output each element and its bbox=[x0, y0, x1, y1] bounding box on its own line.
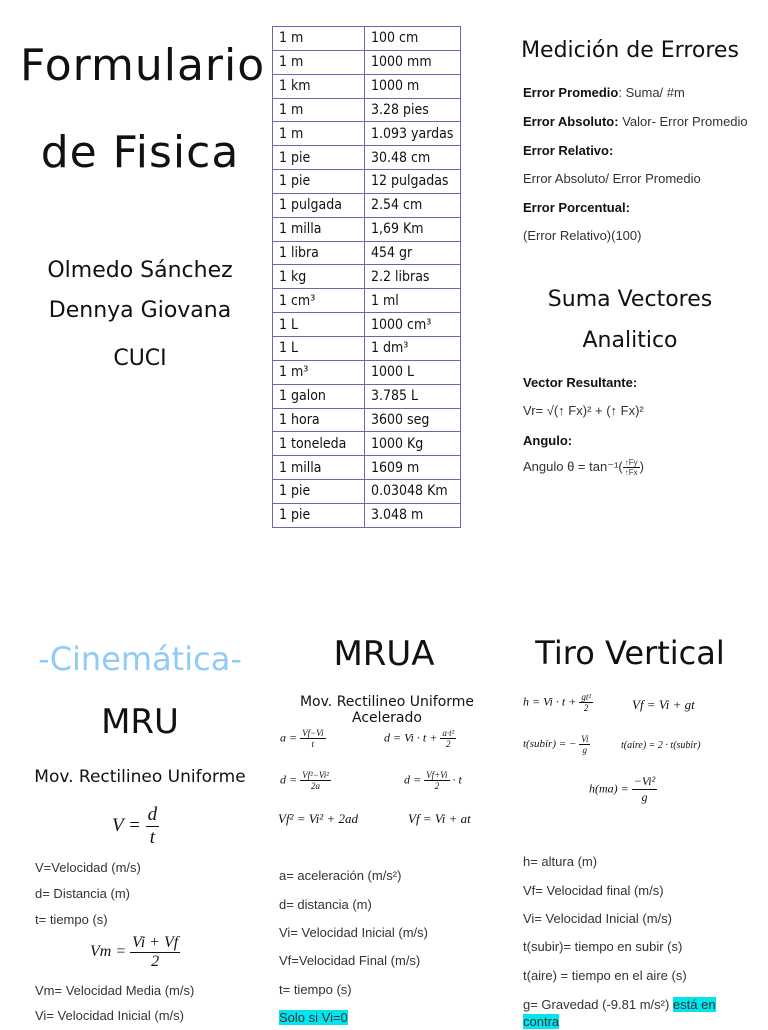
mrua-f3-lhs: d = bbox=[280, 772, 298, 787]
table-row bbox=[273, 384, 461, 408]
table-row bbox=[273, 241, 461, 265]
mrua-f5: Vf² = Vi² + 2ad bbox=[278, 811, 358, 826]
table-row bbox=[273, 408, 461, 432]
error-absoluto bbox=[523, 114, 748, 129]
unit-cell: 1 pie bbox=[273, 503, 365, 527]
angulo-suffix: ) bbox=[639, 458, 644, 474]
mrua-def-1: a= aceleración (m/s²) bbox=[279, 868, 402, 883]
error-relativo-text: Error Absoluto/ Error Promedio bbox=[523, 171, 701, 186]
equivalence-cell: 1 dm³ bbox=[365, 336, 461, 360]
mru-title: MRU bbox=[101, 702, 179, 742]
errores-title: Medición de Errores bbox=[521, 38, 739, 63]
unit-cell: 1 milla bbox=[273, 456, 365, 480]
equivalence-cell: 3600 seg bbox=[365, 408, 461, 432]
mrua-def-3: Vi= Velocidad Inicial (m/s) bbox=[279, 925, 428, 940]
table-row bbox=[273, 170, 461, 194]
angulo-den: ↑Fx bbox=[624, 468, 638, 477]
tiro-f5-fraction bbox=[632, 774, 657, 805]
mrua-def-5: t= tiempo (s) bbox=[279, 982, 352, 997]
tiro-f5-den: g bbox=[641, 790, 648, 804]
error-promedio bbox=[523, 85, 685, 100]
author-line-1: Olmedo Sánchez bbox=[47, 258, 233, 283]
unit-cell: 1 pie bbox=[273, 480, 365, 504]
unit-cell: 1 m bbox=[273, 27, 365, 51]
equivalence-cell: 1000 Kg bbox=[365, 432, 461, 456]
mrua-f4-den: 2 bbox=[434, 781, 440, 791]
table-row bbox=[273, 146, 461, 170]
mrua-f4 bbox=[404, 770, 462, 791]
tiro-def-3: Vi= Velocidad Inicial (m/s) bbox=[523, 911, 672, 926]
angulo-label: Angulo: bbox=[523, 433, 573, 448]
mru-subtitle: Mov. Rectilineo Uniforme bbox=[34, 767, 246, 787]
tiro-f5 bbox=[589, 774, 657, 805]
table-row bbox=[273, 27, 461, 51]
tiro-f4: t(aire) = 2 · t(subir) bbox=[621, 740, 701, 751]
equivalence-cell: 1000 mm bbox=[365, 50, 461, 74]
mrua-note bbox=[279, 1010, 348, 1025]
mrua-f3-fraction bbox=[300, 770, 331, 791]
tiro-def-6 bbox=[523, 996, 733, 1030]
vm-lhs: Vm = bbox=[90, 943, 127, 961]
equivalence-cell: 3.048 m bbox=[365, 503, 461, 527]
unit-cell: 1 pie bbox=[273, 170, 365, 194]
mrua-f1-den: t bbox=[311, 739, 315, 749]
error-promedio-label: Error Promedio bbox=[523, 85, 619, 100]
table-row bbox=[273, 313, 461, 337]
tiro-f3-den: g bbox=[582, 745, 588, 755]
vector-resultante-label: Vector Resultante: bbox=[523, 375, 638, 390]
conversion-table bbox=[272, 26, 461, 528]
tiro-f3 bbox=[523, 734, 590, 755]
tiro-def-6-highlight: está en contra bbox=[523, 997, 716, 1029]
tiro-def-2: Vf= Velocidad final (m/s) bbox=[523, 883, 664, 898]
mrua-f4-num: Vf+Vi bbox=[426, 770, 448, 780]
error-absoluto-label: Error Absoluto: bbox=[523, 114, 619, 129]
angulo-fraction bbox=[623, 458, 640, 477]
unit-cell: 1 hora bbox=[273, 408, 365, 432]
v-formula bbox=[112, 804, 159, 849]
title-line-1: Formulario bbox=[20, 40, 266, 91]
angulo-prefix: Angulo θ = tan⁻¹( bbox=[523, 458, 623, 474]
table-row bbox=[273, 360, 461, 384]
unit-cell: 1 L bbox=[273, 336, 365, 360]
table-row bbox=[273, 217, 461, 241]
tiro-f3-fraction bbox=[579, 734, 590, 755]
table-row bbox=[273, 74, 461, 98]
error-porcentual-label: Error Porcentual: bbox=[523, 200, 630, 215]
equivalence-cell: 1000 cm³ bbox=[365, 313, 461, 337]
mrua-f4-fraction bbox=[424, 770, 449, 791]
vectores-title-1: Suma Vectores bbox=[547, 287, 713, 312]
mrua-f3-num: Vf²−Vi² bbox=[302, 770, 329, 780]
mru-def-5: Vi= Velocidad Inicial (m/s) bbox=[35, 1008, 184, 1023]
author-line-3: CUCI bbox=[113, 346, 167, 371]
unit-cell: 1 kg bbox=[273, 265, 365, 289]
v-fraction bbox=[146, 804, 160, 849]
table-row bbox=[273, 456, 461, 480]
mru-def-4: Vm= Velocidad Media (m/s) bbox=[35, 983, 195, 998]
mrua-f2-lhs: d = Vi · t + bbox=[384, 730, 438, 745]
unit-cell: 1 pulgada bbox=[273, 193, 365, 217]
equivalence-cell: 2.2 libras bbox=[365, 265, 461, 289]
tiro-f1-fraction bbox=[579, 692, 593, 713]
equivalence-cell: 1609 m bbox=[365, 456, 461, 480]
tiro-f1-num: gt² bbox=[581, 692, 592, 702]
mrua-def-4: Vf=Velocidad Final (m/s) bbox=[279, 953, 421, 968]
error-absoluto-text: Valor- Error Promedio bbox=[618, 114, 748, 129]
mrua-f3 bbox=[280, 770, 331, 791]
mrua-title: MRUA bbox=[333, 634, 435, 674]
unit-cell: 1 toneleda bbox=[273, 432, 365, 456]
tiro-def-6-text: g= Gravedad (-9.81 m/s²) bbox=[523, 997, 673, 1012]
mru-def-1: V=Velocidad (m/s) bbox=[35, 860, 141, 875]
mrua-f4-lhs: d = bbox=[404, 772, 422, 787]
mrua-f2-fraction bbox=[440, 728, 456, 749]
equivalence-cell: 30.48 cm bbox=[365, 146, 461, 170]
table-row bbox=[273, 265, 461, 289]
error-relativo-label: Error Relativo: bbox=[523, 143, 614, 158]
tiro-f1-lhs: h = Vi · t + bbox=[523, 694, 577, 709]
table-row bbox=[273, 122, 461, 146]
mrua-f1 bbox=[280, 728, 326, 749]
tiro-f1 bbox=[523, 692, 593, 713]
table-row bbox=[273, 289, 461, 313]
equivalence-cell: 3.785 L bbox=[365, 384, 461, 408]
equivalence-cell: 1000 L bbox=[365, 360, 461, 384]
v-num: d bbox=[147, 804, 158, 825]
unit-cell: 1 m bbox=[273, 50, 365, 74]
equivalence-cell: 1 ml bbox=[365, 289, 461, 313]
mrua-f2 bbox=[384, 728, 456, 749]
unit-cell: 1 galon bbox=[273, 384, 365, 408]
cinematica-title: -Cinemática- bbox=[38, 640, 242, 678]
unit-cell: 1 milla bbox=[273, 217, 365, 241]
mrua-f4-rhs: · t bbox=[452, 772, 462, 787]
tiro-def-5: t(aire) = tiempo en el aire (s) bbox=[523, 968, 687, 983]
mrua-f6: Vf = Vi + at bbox=[408, 811, 471, 826]
mrua-f1-lhs: a = bbox=[280, 730, 298, 745]
mrua-f1-fraction bbox=[300, 728, 325, 749]
tiro-def-4: t(subir)= tiempo en subir (s) bbox=[523, 939, 683, 954]
tiro-f2: Vf = Vi + gt bbox=[632, 697, 695, 712]
equivalence-cell: 1.093 yardas bbox=[365, 122, 461, 146]
vm-fraction bbox=[130, 934, 180, 971]
table-row bbox=[273, 98, 461, 122]
mrua-note-highlight: Solo si Vi=0 bbox=[279, 1010, 348, 1025]
author-line-2: Dennya Giovana bbox=[48, 298, 232, 323]
equivalence-cell: 454 gr bbox=[365, 241, 461, 265]
unit-cell: 1 pie bbox=[273, 146, 365, 170]
error-promedio-text: : Suma/ #m bbox=[618, 85, 685, 100]
unit-cell: 1 libra bbox=[273, 241, 365, 265]
v-lhs: V = bbox=[112, 814, 141, 836]
vectores-title-2: Analitico bbox=[582, 328, 678, 353]
tiro-f3-lhs: t(subir) = − bbox=[523, 738, 577, 751]
unit-cell: 1 m bbox=[273, 98, 365, 122]
mrua-subtitle: Mov. Rectilineo Uniforme Acelerado bbox=[299, 694, 475, 726]
table-row bbox=[273, 193, 461, 217]
equivalence-cell: 2.54 cm bbox=[365, 193, 461, 217]
unit-cell: 1 km bbox=[273, 74, 365, 98]
tiro-title: Tiro Vertical bbox=[535, 634, 725, 672]
tiro-def-1: h= altura (m) bbox=[523, 854, 598, 869]
table-row bbox=[273, 480, 461, 504]
tiro-f3-num: Vi bbox=[581, 734, 589, 744]
mrua-f1-num: Vf−Vi bbox=[302, 728, 324, 738]
angulo-num: ↑Fy bbox=[624, 458, 638, 467]
equivalence-cell: 12 pulgadas bbox=[365, 170, 461, 194]
table-row bbox=[273, 503, 461, 527]
mrua-f2-num: a·t² bbox=[442, 728, 455, 738]
mrua-f2-den: 2 bbox=[446, 739, 451, 749]
mru-def-2: d= Distancia (m) bbox=[35, 886, 130, 901]
mrua-f3-den: 2a bbox=[311, 781, 321, 791]
angulo-formula bbox=[523, 458, 644, 477]
table-row bbox=[273, 432, 461, 456]
unit-cell: 1 m³ bbox=[273, 360, 365, 384]
tiro-f5-lhs: h(ma) = bbox=[589, 781, 629, 796]
table-row bbox=[273, 336, 461, 360]
error-porcentual-text: (Error Relativo)(100) bbox=[523, 228, 642, 243]
mru-def-3: t= tiempo (s) bbox=[35, 912, 108, 927]
table-row bbox=[273, 50, 461, 74]
equivalence-cell: 3.28 pies bbox=[365, 98, 461, 122]
equivalence-cell: 100 cm bbox=[365, 27, 461, 51]
equivalence-cell: 1,69 Km bbox=[365, 217, 461, 241]
mrua-def-2: d= distancia (m) bbox=[279, 897, 372, 912]
vm-num: Vi + Vf bbox=[132, 934, 179, 951]
tiro-f5-num: −Vi² bbox=[633, 774, 656, 788]
v-den: t bbox=[149, 827, 155, 848]
unit-cell: 1 L bbox=[273, 313, 365, 337]
tiro-f1-den: 2 bbox=[583, 703, 589, 713]
vm-den: 2 bbox=[151, 953, 160, 970]
vm-formula bbox=[90, 934, 180, 971]
unit-cell: 1 m bbox=[273, 122, 365, 146]
title-line-2: de Fisica bbox=[40, 127, 240, 178]
equivalence-cell: 1000 m bbox=[365, 74, 461, 98]
vector-resultante-formula: Vr= √(↑ Fx)² + (↑ Fx)² bbox=[523, 403, 644, 418]
unit-cell: 1 cm³ bbox=[273, 289, 365, 313]
equivalence-cell: 0.03048 Km bbox=[365, 480, 461, 504]
